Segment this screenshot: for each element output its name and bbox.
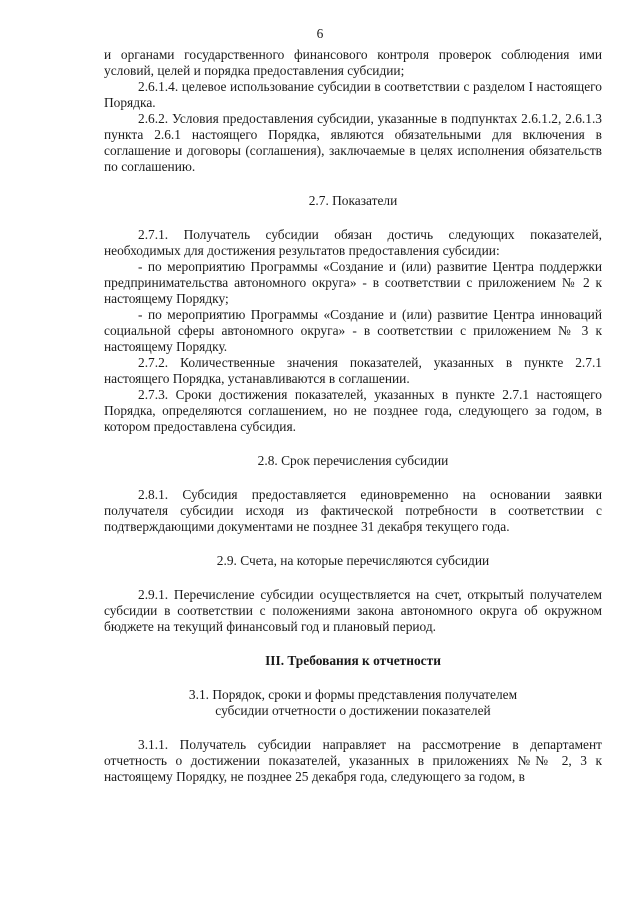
list-item: - по мероприятию Программы «Создание и (или) развитие Центра поддержки предпринимательства автономного округа» - в соответствии с приложением № 2 к настоящему Порядку; bbox=[104, 259, 602, 306]
paragraph: 2.6.1.4. целевое использование субсидии в соответствии с разделом I настоящего Порядка. bbox=[104, 79, 602, 110]
page-number: 6 bbox=[316, 26, 324, 41]
paragraph: 2.9.1. Перечисление субсидии осуществляется на счет, открытый получателем субсидии в соответствии с положениями закона автономного округа об окружном бюджете на текущий финансовый год и плановый период. bbox=[104, 587, 602, 634]
list-item: - по мероприятию Программы «Создание и (или) развитие Центра инноваций социальной сферы автономного округа» - в соответствии с приложением № 3 к настоящему Порядку. bbox=[104, 307, 602, 354]
subsection-heading bbox=[104, 687, 602, 719]
subsection-heading-line: субсидии отчетности о достижении показателей bbox=[215, 703, 491, 718]
chapter-heading: III. Требования к отчетности bbox=[265, 653, 441, 668]
paragraph: 2.6.2. Условия предоставления субсидии, указанные в подпунктах 2.6.1.2, 2.6.1.3 пункта 2.6.1 настоящего Порядка, являются обязательными для включения в соглашение и договоры (соглашения), заключаемые в целях исполнения обязательств по соглашению. bbox=[104, 111, 602, 174]
document-body bbox=[104, 47, 602, 785]
paragraph: 3.1.1. Получатель субсидии направляет на рассмотрение в департамент отчетность о достижении показателей, указанных в приложениях №№ 2, 3 к настоящему Порядку, не позднее 25 декабря года, следующего за годом, в bbox=[104, 737, 602, 784]
paragraph: и органами государственного финансового контроля проверок соблюдения ими условий, целей и порядка предоставления субсидии; bbox=[104, 47, 602, 78]
section-heading: 2.9. Счета, на которые перечисляются субсидии bbox=[216, 553, 490, 568]
section-heading: 2.7. Показатели bbox=[308, 193, 398, 208]
paragraph: 2.8.1. Субсидия предоставляется единовременно на основании заявки получателя субсидии исходя из фактической потребности в соответствии с подтверждающими документами не позднее 31 декабря текущего года. bbox=[104, 487, 602, 534]
paragraph: 2.7.2. Количественные значения показателей, указанных в пункте 2.7.1 настоящего Порядка, устанавливаются в соглашении. bbox=[104, 355, 602, 386]
paragraph: 2.7.3. Сроки достижения показателей, указанных в пункте 2.7.1 настоящего Порядка, определяются соглашением, но не позднее года, следующего за годом, в котором предоставлена субсидия. bbox=[104, 387, 602, 434]
section-heading: 2.8. Срок перечисления субсидии bbox=[257, 453, 449, 468]
subsection-heading-line: 3.1. Порядок, сроки и формы представления получателем bbox=[188, 687, 518, 702]
paragraph: 2.7.1. Получатель субсидии обязан достичь следующих показателей, необходимых для достижения результатов предоставления субсидии: bbox=[104, 227, 602, 258]
